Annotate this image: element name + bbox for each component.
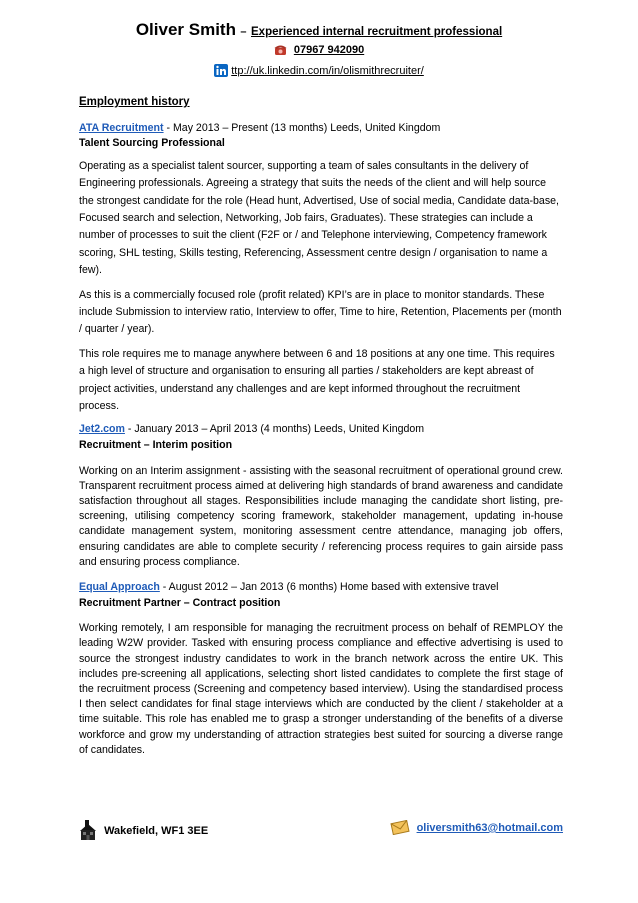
job-entry-equal-approach [79, 580, 563, 758]
house-icon [79, 820, 97, 843]
phone-number[interactable]: 07967 942090 [293, 44, 365, 56]
email-link[interactable]: oliversmith63@hotmail.com [416, 822, 563, 834]
footer-email [390, 820, 564, 838]
phone-icon [274, 44, 287, 59]
job-role: Talent Sourcing Professional [79, 137, 225, 150]
footer-location [79, 820, 208, 843]
job-paragraph: Working on an Interim assignment - assisting with the seasonal recruitment of operational ground crew. Transparent recruitment process aimed at delivering high standards of brand awareness and candidate satisfaction throughout all stages. Responsibilities include managing the candidate short listing, pre-screening, utilising competency scoring framework, stakeholder management, updating in-house candidate management system, monitoring assessment centre attendance, managing job offers, ensuring candidates are able to complete security / referencing process requires to gain airside pass and ensuring process compliance. [79, 464, 563, 568]
job-meta: - January 2013 – April 2013 (4 months) Leeds, United Kingdom [124, 423, 425, 436]
company-link[interactable]: Equal Approach [79, 581, 160, 594]
job-entry-jet2 [79, 422, 563, 570]
company-link[interactable]: Jet2.com [79, 423, 125, 436]
page-footer [79, 816, 563, 842]
linkedin-icon [214, 64, 228, 80]
job-meta: - May 2013 – Present (13 months) Leeds, United Kingdom [163, 121, 441, 134]
envelope-icon [390, 820, 410, 838]
job-role: Recruitment Partner – Contract position [79, 596, 281, 609]
header-title-line [0, 20, 638, 40]
main-content [79, 95, 563, 765]
candidate-tagline: Experienced internal recruitment professional [251, 26, 503, 38]
job-role: Recruitment – Interim position [79, 439, 233, 452]
employment-history-heading: Employment history [79, 96, 190, 108]
candidate-name: Oliver Smith [135, 20, 236, 39]
job-paragraph: This role requires me to manage anywhere between 6 and 18 positions at any one time. This requires a high level of structure and organisation to ensuring all parties / stakeholders are kept abreast of project activities, understand any challenges and are kept informed throughout the recruitment process. [79, 347, 555, 413]
job-paragraph: Operating as a specialist talent sourcer, supporting a team of sales consultants in the delivery of Engineering professionals. Agreeing a strategy that suits the needs of the client and will help source the strongest candidate for the role (Head hunt, Advertised, Use of social media, Candidate data-base, Focused search and selection, Networking, Job fairs, Graduates). These strategies can include a number of processes to suit the client (F2F or / and Telephone interviewing, Competency framework scoring, SHL testing, Skills testing, Referencing, Assessment centre design / organisation to name a few). [79, 159, 559, 277]
job-header [79, 580, 563, 596]
header-dash: – [240, 26, 247, 38]
header-linkedin-line [0, 64, 638, 80]
company-link[interactable]: ATA Recruitment [79, 121, 164, 134]
linkedin-link[interactable]: ttp://uk.linkedin.com/in/olismithrecruiter/ [231, 65, 424, 77]
job-header [79, 422, 563, 438]
job-paragraph: As this is a commercially focused role (profit related) KPI’s are in place to monitor standards. These include Submission to interview ratio, Interview to offer, Time to hire, Retention, Placements per (month / quarter / year). [79, 288, 562, 336]
job-header [79, 121, 563, 137]
header-phone-line [0, 44, 638, 59]
job-paragraph: Working remotely, I am responsible for managing the recruitment process on behalf of REMPLOY the leading W2W provider. Tasked with ensuring process compliance and effective advertising is used to source the strongest industry candidates to work in the branch network across the entire UK. This includes pre-screening all applications, selecting short listed candidates to complete the first stage of the recruitment process (Screening and competency based interview). Using the standardised process I then select candidates for final stage interviews which are conducted by the client / stakeholder at a time suitable. This role has enabled me to grasp a stronger understanding of the benefits of a diverse workforce and grow my understanding of attraction strategies best suited for sourcing a diverse range of candidates. [79, 622, 563, 756]
job-meta: - August 2012 – Jan 2013 (6 months) Home based with extensive travel [159, 581, 499, 594]
footer-address: Wakefield, WF1 3EE [104, 825, 209, 837]
job-entry-ata [79, 121, 563, 416]
